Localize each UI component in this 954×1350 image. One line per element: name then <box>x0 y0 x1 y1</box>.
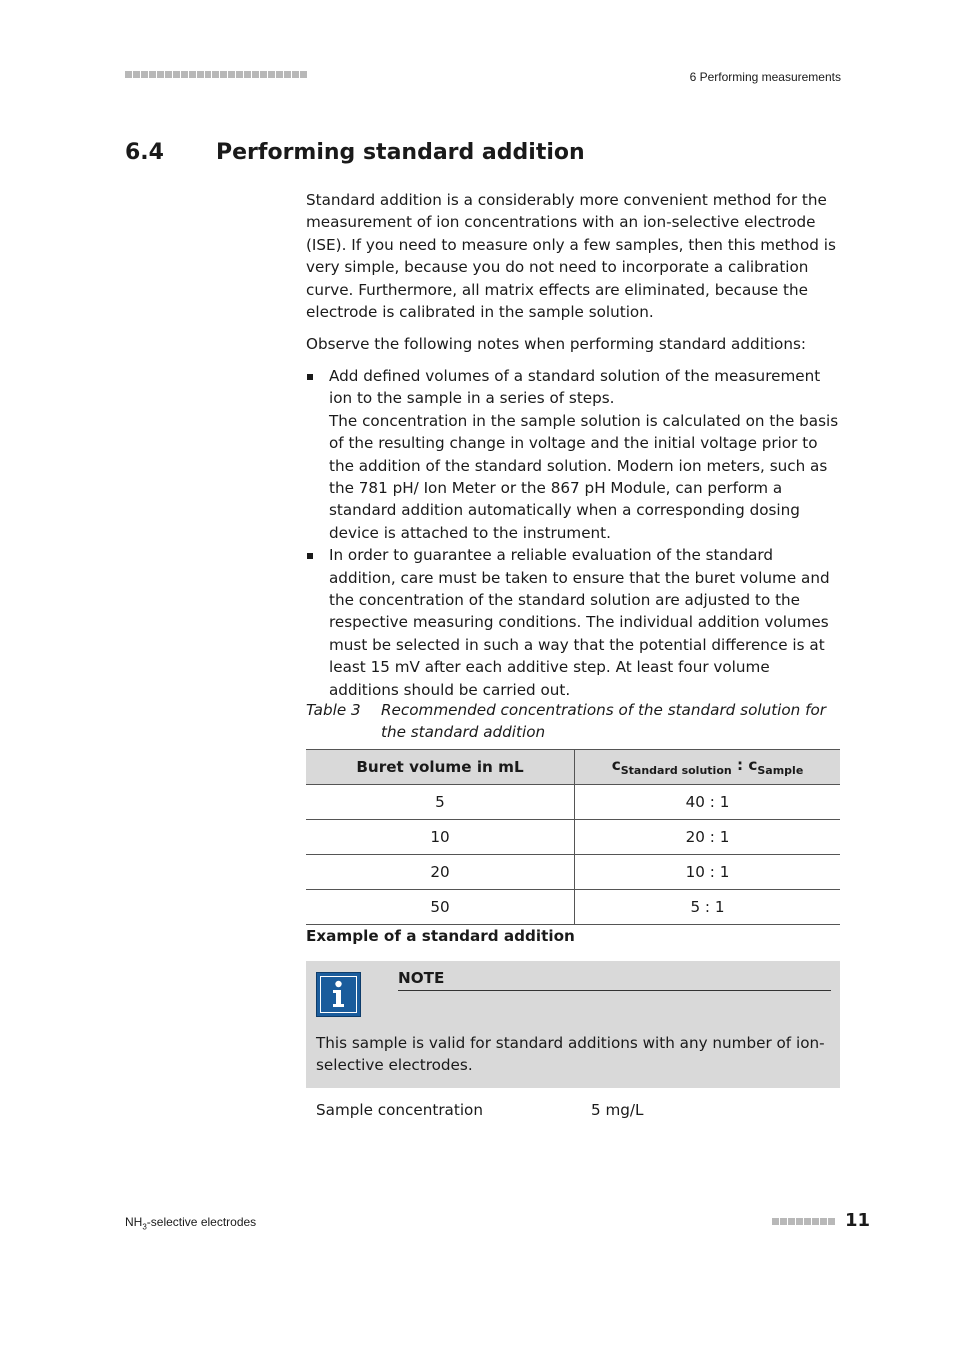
table-row <box>306 820 840 855</box>
cell-ratio: 40 : 1 <box>575 785 841 820</box>
footer-decoration <box>772 1218 835 1225</box>
intro-lead: Observe the following notes when performing standard additions: <box>306 335 806 353</box>
table-caption-label: Table 3 <box>306 701 361 719</box>
table-header-row <box>306 750 840 785</box>
table-row <box>306 785 840 820</box>
cell-volume: 5 <box>306 785 575 820</box>
notes-list <box>306 365 841 701</box>
page-number: 11 <box>845 1210 871 1231</box>
list-item-detail: The concentration in the sample solution is calculated on the basis of the resulting change in voltage and the initial voltage prior to the addition of the standard solution. Modern ion meters, such as the 781 pH/ Ion Meter or the 867 pH Module, can perform a standard addition automatically when a corresponding dosing device is attached to the instrument. <box>329 411 839 542</box>
header-buret-volume: Buret volume in mL <box>306 750 575 785</box>
note-title: NOTE <box>398 969 831 991</box>
table-row <box>306 855 840 890</box>
info-icon <box>316 972 361 1017</box>
note-text: This sample is valid for standard additions with any number of ion-selective electrodes. <box>316 1034 825 1075</box>
sample-concentration-label: Sample concentration <box>316 1101 483 1119</box>
cell-volume: 20 <box>306 855 575 890</box>
cell-ratio: 5 : 1 <box>575 890 841 925</box>
concentration-table <box>306 749 840 925</box>
list-item-text: In order to guarantee a reliable evaluation of the standard addition, care must be taken to ensure that the buret volume and the concentration of the standard solution are adjusted to the respective measuring conditions. The individual addition volumes must be selected in such a way that the potential difference is at least 15 mV after each additive step. At least four volume additions should be carried out. <box>329 546 830 699</box>
bullet-icon <box>307 374 313 380</box>
header-decoration <box>125 71 307 80</box>
cell-volume: 50 <box>306 890 575 925</box>
section-number: 6.4 <box>125 140 164 165</box>
example-heading: Example of a standard addition <box>306 927 575 945</box>
list-item <box>306 544 841 701</box>
list-item-text: Add defined volumes of a standard solution of the measurement ion to the sample in a series of steps. <box>329 367 821 408</box>
cell-volume: 10 <box>306 820 575 855</box>
intro-paragraph: Standard addition is a considerably more convenient method for the measurement of ion concentrations with an ion-selective electrode (ISE). If you need to measure only a few samples, then this method is very simple, because you do not need to incorporate a calibration curve. Furthermore, all matrix effects are eliminated, because the electrode is calibrated in the sample solution. <box>306 191 836 322</box>
list-item <box>306 365 841 544</box>
footer-product: $NH_3$-selective electrodes <box>125 1215 257 1232</box>
cell-ratio: 10 : 1 <box>575 855 841 890</box>
table-row <box>306 890 840 925</box>
header-chapter: 6 Performing measurements <box>689 70 841 84</box>
table-caption-text: Recommended concentrations of the standard solution for the standard addition <box>381 701 827 742</box>
section-title: Performing standard addition <box>216 140 585 165</box>
sample-concentration-value: 5 mg/L <box>591 1101 644 1119</box>
bullet-icon <box>307 553 313 559</box>
header-ratio: $c_{Standard solution}$ : $c_{Sample}$ <box>575 750 841 785</box>
cell-ratio: 20 : 1 <box>575 820 841 855</box>
table-caption <box>306 699 841 744</box>
